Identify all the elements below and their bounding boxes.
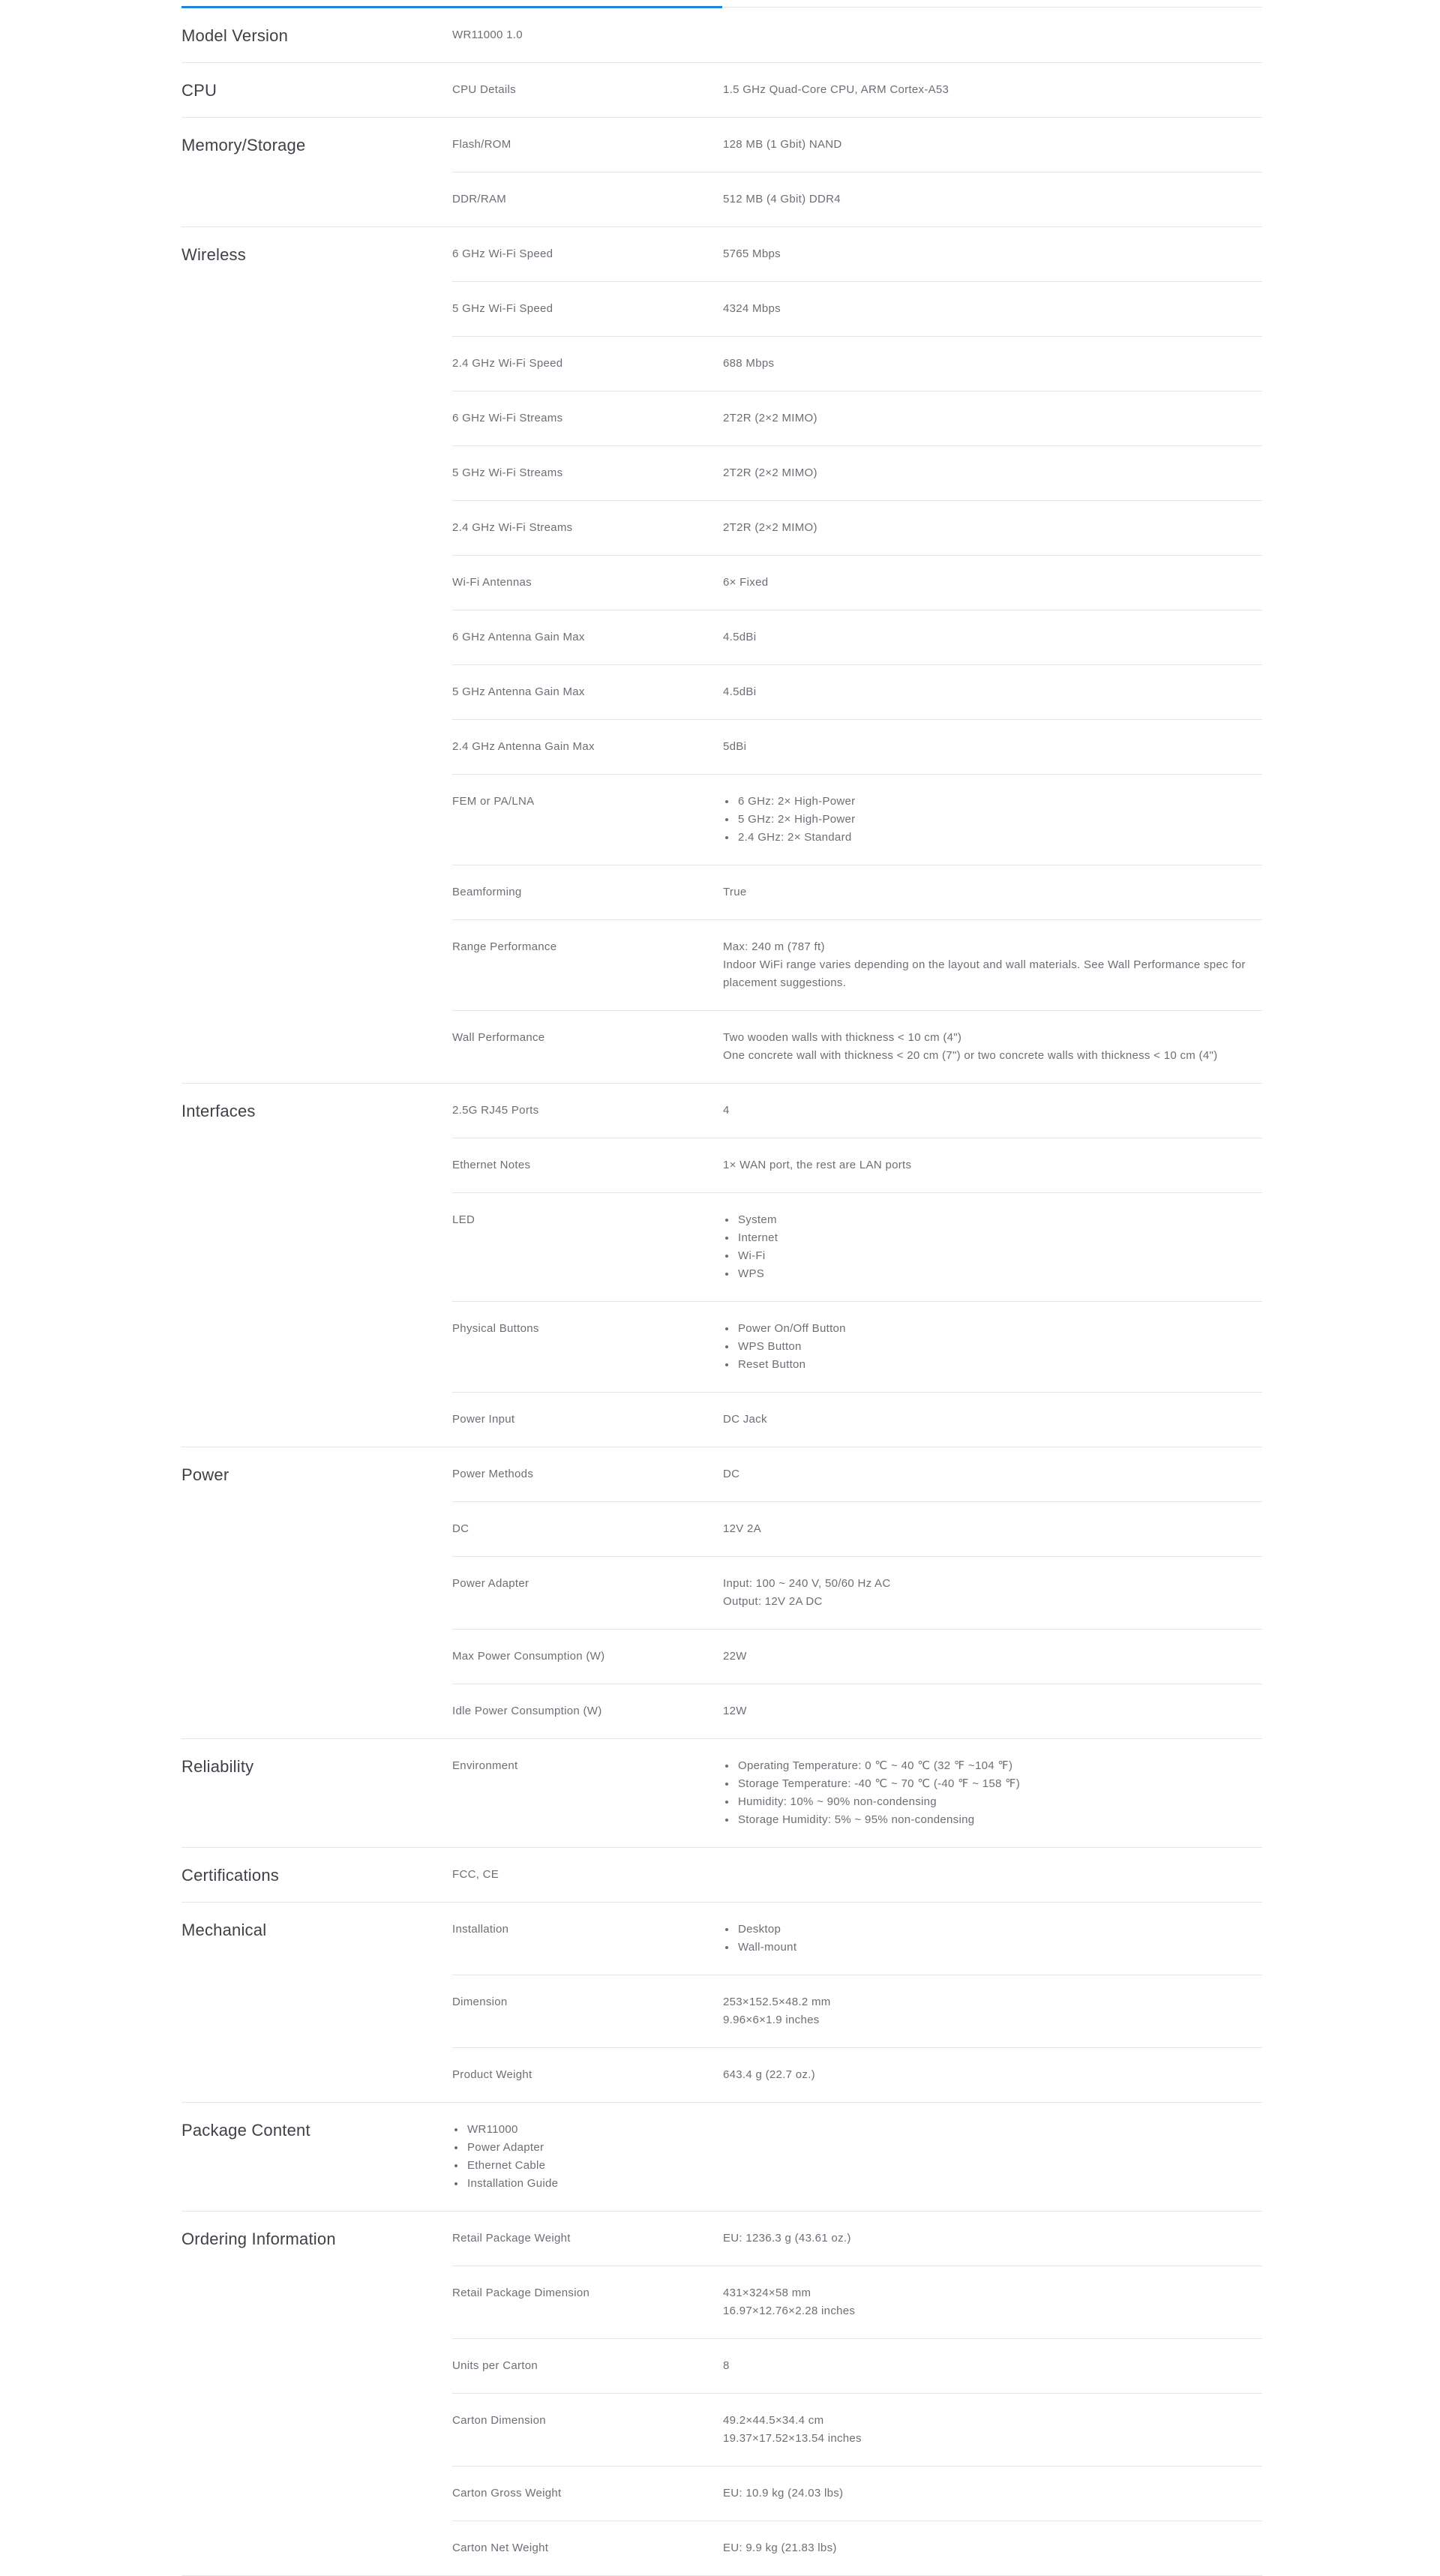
spec-value-line: 253×152.5×48.2 mm bbox=[723, 1996, 831, 2008]
spec-label: 2.4 GHz Antenna Gain Max bbox=[452, 740, 595, 753]
tab-indicator bbox=[182, 0, 1262, 8]
spec-value-line: One concrete wall with thickness < 20 cm (7") or two concrete walls with thickness < 10 cm (4") bbox=[723, 1049, 1218, 1062]
spec-value-line: True bbox=[723, 886, 747, 898]
spec-section-power bbox=[182, 1447, 1262, 1739]
spec-label: Power Adapter bbox=[452, 1577, 530, 1590]
spec-label: 5 GHz Antenna Gain Max bbox=[452, 685, 585, 698]
bullet-item: Internet bbox=[738, 1229, 1259, 1247]
spec-rows bbox=[452, 2103, 1262, 2211]
spec-label: Environment bbox=[452, 1759, 518, 1772]
bullet-item: Storage Humidity: 5% ~ 95% non-condensing bbox=[738, 1811, 1259, 1829]
spec-value bbox=[723, 1211, 1262, 1283]
spec-section-cpu bbox=[182, 63, 1262, 118]
spec-label: Range Performance bbox=[452, 940, 557, 953]
spec-row bbox=[452, 501, 1262, 556]
spec-value-line: Indoor WiFi range varies depending on the layout and wall materials. See Wall Performance spec for placement suggestions. bbox=[723, 958, 1246, 989]
spec-row bbox=[452, 556, 1262, 610]
spec-label: 6 GHz Wi-Fi Speed bbox=[452, 247, 554, 260]
spec-label: Carton Dimension bbox=[452, 2414, 546, 2427]
spec-value bbox=[723, 2357, 1262, 2375]
section-title: Reliability bbox=[182, 1757, 254, 1776]
bullet-item: 2.4 GHz: 2× Standard bbox=[738, 829, 1259, 847]
bullet-item: Power On/Off Button bbox=[738, 1320, 1259, 1338]
spec-row bbox=[452, 1011, 1262, 1083]
spec-row bbox=[452, 865, 1262, 920]
spec-label: LED bbox=[452, 1213, 476, 1226]
spec-value-line: 2T2R (2×2 MIMO) bbox=[723, 466, 818, 479]
spec-value bbox=[723, 628, 1262, 646]
spec-label: 6 GHz Wi-Fi Streams bbox=[452, 412, 563, 424]
bullet-item: Ethernet Cable bbox=[467, 2157, 723, 2175]
spec-row bbox=[452, 1684, 1262, 1738]
spec-section-mechanical bbox=[182, 1903, 1262, 2103]
section-title: Power bbox=[182, 1465, 230, 1484]
spec-label: Wall Performance bbox=[452, 1031, 545, 1044]
spec-row bbox=[452, 1903, 1262, 1975]
bullet-item: Humidity: 10% ~ 90% non-condensing bbox=[738, 1793, 1259, 1811]
spec-value-line: 6× Fixed bbox=[723, 576, 769, 589]
spec-section-interfaces bbox=[182, 1084, 1262, 1447]
spec-value bbox=[723, 1520, 1262, 1538]
spec-row bbox=[452, 282, 1262, 337]
spec-section-memory-storage bbox=[182, 118, 1262, 227]
spec-label: Carton Net Weight bbox=[452, 2542, 549, 2554]
spec-label bbox=[452, 2121, 723, 2193]
spec-value-line: EU: 1236.3 g (43.61 oz.) bbox=[723, 2232, 851, 2245]
spec-label: Units per Carton bbox=[452, 2359, 538, 2372]
spec-table bbox=[182, 0, 1262, 2576]
spec-section-reliability bbox=[182, 1739, 1262, 1848]
spec-label: Dimension bbox=[452, 1996, 508, 2008]
spec-row bbox=[452, 1739, 1262, 1847]
spec-row bbox=[452, 118, 1262, 172]
spec-row bbox=[452, 720, 1262, 775]
spec-value-line: 4.5dBi bbox=[723, 631, 757, 643]
spec-value bbox=[723, 2066, 1262, 2084]
spec-value-line: 431×324×58 mm bbox=[723, 2287, 812, 2299]
bullet-item: Wall-mount bbox=[738, 1939, 1259, 1957]
section-title: Certifications bbox=[182, 1866, 279, 1885]
spec-rows bbox=[452, 227, 1262, 1083]
spec-value-line: 1× WAN port, the rest are LAN ports bbox=[723, 1159, 912, 1171]
spec-section-wireless bbox=[182, 227, 1262, 1084]
spec-row bbox=[452, 8, 1262, 62]
bullet-item: Wi-Fi bbox=[738, 1247, 1259, 1265]
bullet-item: WPS Button bbox=[738, 1338, 1259, 1356]
spec-value-line: 4.5dBi bbox=[723, 685, 757, 698]
spec-value-line: 2T2R (2×2 MIMO) bbox=[723, 412, 818, 424]
spec-row bbox=[452, 1447, 1262, 1502]
bullet-item: System bbox=[738, 1211, 1259, 1229]
spec-value-line: 19.37×17.52×13.54 inches bbox=[723, 2432, 862, 2445]
spec-value bbox=[723, 1575, 1262, 1611]
spec-row bbox=[452, 2103, 1262, 2211]
bullet-item: Storage Temperature: -40 ℃ ~ 70 ℃ (-40 ℉ ~ 158 ℉) bbox=[738, 1775, 1259, 1793]
spec-row bbox=[452, 446, 1262, 501]
spec-value-line: 4 bbox=[723, 1104, 730, 1117]
spec-row bbox=[452, 1393, 1262, 1447]
spec-label: Ethernet Notes bbox=[452, 1159, 531, 1171]
spec-row bbox=[452, 1630, 1262, 1684]
spec-row bbox=[452, 1084, 1262, 1138]
spec-label: 2.5G RJ45 Ports bbox=[452, 1104, 539, 1117]
spec-value bbox=[723, 1320, 1262, 1374]
spec-label: DDR/RAM bbox=[452, 193, 507, 205]
spec-rows bbox=[452, 118, 1262, 226]
spec-value bbox=[723, 2284, 1262, 2320]
bullet-item: Power Adapter bbox=[467, 2139, 723, 2157]
spec-value-line: 22W bbox=[723, 1650, 747, 1663]
spec-label: Max Power Consumption (W) bbox=[452, 1650, 605, 1663]
spec-value-line: 9.96×6×1.9 inches bbox=[723, 2014, 820, 2026]
spec-label: Retail Package Weight bbox=[452, 2232, 571, 2245]
spec-label: Power Input bbox=[452, 1413, 515, 1426]
spec-value bbox=[723, 1757, 1262, 1829]
spec-row bbox=[452, 172, 1262, 226]
bullet-list bbox=[723, 1757, 1259, 1829]
bullet-item: WR11000 bbox=[467, 2121, 723, 2139]
section-title: Memory/Storage bbox=[182, 136, 306, 154]
spec-label: DC bbox=[452, 1522, 470, 1535]
bullet-list bbox=[723, 1211, 1259, 1283]
spec-value bbox=[723, 409, 1262, 427]
spec-value bbox=[723, 355, 1262, 373]
spec-value-line: 16.97×12.76×2.28 inches bbox=[723, 2305, 856, 2317]
spec-value bbox=[723, 190, 1262, 208]
spec-value bbox=[723, 2485, 1262, 2503]
spec-value bbox=[723, 1993, 1262, 2029]
spec-rows bbox=[452, 1848, 1262, 1902]
spec-value bbox=[723, 1702, 1262, 1720]
spec-rows bbox=[452, 1739, 1262, 1847]
spec-value bbox=[723, 738, 1262, 756]
spec-value bbox=[723, 1866, 1262, 1884]
spec-value bbox=[723, 2230, 1262, 2248]
spec-row bbox=[452, 227, 1262, 282]
spec-row bbox=[452, 665, 1262, 720]
section-title: Wireless bbox=[182, 245, 246, 264]
spec-value bbox=[723, 519, 1262, 537]
spec-value bbox=[723, 300, 1262, 318]
spec-section-ordering-information bbox=[182, 2212, 1262, 2576]
spec-row bbox=[452, 2467, 1262, 2521]
spec-value bbox=[723, 136, 1262, 154]
spec-sections bbox=[182, 8, 1262, 2576]
spec-row bbox=[452, 2266, 1262, 2339]
spec-row bbox=[452, 1302, 1262, 1393]
spec-value-line: 512 MB (4 Gbit) DDR4 bbox=[723, 193, 841, 205]
section-title: Ordering Information bbox=[182, 2230, 336, 2248]
spec-value bbox=[723, 245, 1262, 263]
spec-value bbox=[723, 883, 1262, 901]
spec-label: Physical Buttons bbox=[452, 1322, 539, 1335]
section-title: Mechanical bbox=[182, 1921, 267, 1939]
bullet-item: Operating Temperature: 0 ℃ ~ 40 ℃ (32 ℉ ~104 ℉) bbox=[738, 1757, 1259, 1775]
spec-value-line: 128 MB (1 Gbit) NAND bbox=[723, 138, 842, 151]
spec-rows bbox=[452, 1903, 1262, 2102]
spec-row bbox=[452, 1975, 1262, 2048]
bullet-item: Reset Button bbox=[738, 1356, 1259, 1374]
spec-row bbox=[452, 775, 1262, 865]
spec-label: Product Weight bbox=[452, 2068, 532, 2081]
spec-value bbox=[723, 938, 1262, 992]
spec-rows bbox=[452, 1084, 1262, 1447]
section-title: Model Version bbox=[182, 26, 289, 45]
spec-row bbox=[452, 2048, 1262, 2102]
spec-value bbox=[723, 574, 1262, 592]
spec-value bbox=[723, 2121, 1262, 2193]
section-title: CPU bbox=[182, 81, 218, 100]
spec-label: 5 GHz Wi-Fi Streams bbox=[452, 466, 563, 479]
spec-rows bbox=[452, 1447, 1262, 1738]
spec-value bbox=[723, 1648, 1262, 1666]
active-tab-underline bbox=[182, 6, 722, 8]
spec-label: Installation bbox=[452, 1923, 509, 1936]
spec-value-line: 12W bbox=[723, 1705, 747, 1717]
spec-value-line: Two wooden walls with thickness < 10 cm (4") bbox=[723, 1031, 962, 1044]
spec-value-line: 8 bbox=[723, 2359, 730, 2372]
spec-rows bbox=[452, 2212, 1262, 2575]
spec-value bbox=[723, 2539, 1262, 2557]
spec-value bbox=[723, 1411, 1262, 1429]
spec-label: WR11000 1.0 bbox=[452, 28, 523, 41]
bullet-item: 5 GHz: 2× High-Power bbox=[738, 811, 1259, 829]
spec-row bbox=[452, 1193, 1262, 1302]
spec-value bbox=[723, 1921, 1262, 1957]
spec-value-line: 12V 2A bbox=[723, 1522, 762, 1535]
bullet-item: 6 GHz: 2× High-Power bbox=[738, 793, 1259, 811]
spec-value-line: Output: 12V 2A DC bbox=[723, 1595, 823, 1608]
spec-row bbox=[452, 2394, 1262, 2467]
section-title: Package Content bbox=[182, 2121, 310, 2140]
bullet-item: Installation Guide bbox=[467, 2175, 723, 2193]
spec-label: Carton Gross Weight bbox=[452, 2487, 562, 2500]
spec-value-line: 643.4 g (22.7 oz.) bbox=[723, 2068, 815, 2081]
spec-row bbox=[452, 2521, 1262, 2575]
spec-label: Beamforming bbox=[452, 886, 522, 898]
spec-value-line: 49.2×44.5×34.4 cm bbox=[723, 2414, 824, 2427]
spec-label: 6 GHz Antenna Gain Max bbox=[452, 631, 585, 643]
spec-value bbox=[723, 1465, 1262, 1483]
spec-label: 2.4 GHz Wi-Fi Streams bbox=[452, 521, 573, 534]
spec-label: 2.4 GHz Wi-Fi Speed bbox=[452, 357, 563, 370]
spec-rows bbox=[452, 8, 1262, 62]
spec-row bbox=[452, 337, 1262, 391]
spec-value-line: EU: 10.9 kg (24.03 lbs) bbox=[723, 2487, 844, 2500]
spec-value-line: DC bbox=[723, 1468, 740, 1480]
spec-section-model-version bbox=[182, 8, 1262, 63]
spec-value bbox=[723, 793, 1262, 847]
bullet-list bbox=[723, 793, 1259, 847]
spec-label: CPU Details bbox=[452, 83, 516, 96]
section-title: Interfaces bbox=[182, 1102, 256, 1120]
spec-row bbox=[452, 1138, 1262, 1193]
spec-value bbox=[723, 81, 1262, 99]
spec-value-line: 4324 Mbps bbox=[723, 302, 781, 315]
spec-row bbox=[452, 610, 1262, 665]
spec-value-line: 5765 Mbps bbox=[723, 247, 781, 260]
bullet-item: Desktop bbox=[738, 1921, 1259, 1939]
spec-label: Idle Power Consumption (W) bbox=[452, 1705, 602, 1717]
spec-value-line: Input: 100 ~ 240 V, 50/60 Hz AC bbox=[723, 1577, 891, 1590]
spec-value-line: DC Jack bbox=[723, 1413, 767, 1426]
spec-value-line: EU: 9.9 kg (21.83 lbs) bbox=[723, 2542, 837, 2554]
spec-row bbox=[452, 391, 1262, 446]
spec-value-line: 5dBi bbox=[723, 740, 747, 753]
spec-row bbox=[452, 63, 1262, 117]
spec-label: Flash/ROM bbox=[452, 138, 512, 151]
spec-row bbox=[452, 920, 1262, 1011]
spec-label: Wi-Fi Antennas bbox=[452, 576, 532, 589]
bullet-list bbox=[723, 1320, 1259, 1374]
spec-value bbox=[723, 1156, 1262, 1174]
spec-section-certifications bbox=[182, 1848, 1262, 1903]
bullet-item: WPS bbox=[738, 1265, 1259, 1283]
spec-value bbox=[723, 1102, 1262, 1120]
spec-row bbox=[452, 1557, 1262, 1630]
spec-row bbox=[452, 1502, 1262, 1557]
spec-label: 5 GHz Wi-Fi Speed bbox=[452, 302, 554, 315]
spec-label: Power Methods bbox=[452, 1468, 534, 1480]
spec-value-line: Max: 240 m (787 ft) bbox=[723, 940, 825, 953]
spec-value-line: 1.5 GHz Quad-Core CPU, ARM Cortex-A53 bbox=[723, 83, 950, 96]
spec-row bbox=[452, 2212, 1262, 2266]
spec-value-line: 2T2R (2×2 MIMO) bbox=[723, 521, 818, 534]
spec-row bbox=[452, 2339, 1262, 2394]
spec-label: FCC, CE bbox=[452, 1868, 500, 1881]
bullet-list bbox=[723, 1921, 1259, 1957]
spec-label: FEM or PA/LNA bbox=[452, 795, 535, 808]
spec-value bbox=[723, 2412, 1262, 2448]
bullet-list bbox=[452, 2121, 723, 2193]
spec-value bbox=[723, 464, 1262, 482]
spec-value-line: 688 Mbps bbox=[723, 357, 775, 370]
spec-section-package-content bbox=[182, 2103, 1262, 2212]
spec-value bbox=[723, 683, 1262, 701]
spec-label: Retail Package Dimension bbox=[452, 2287, 590, 2299]
spec-rows bbox=[452, 63, 1262, 117]
spec-value bbox=[723, 1029, 1262, 1065]
spec-row bbox=[452, 1848, 1262, 1902]
spec-value bbox=[723, 26, 1262, 44]
